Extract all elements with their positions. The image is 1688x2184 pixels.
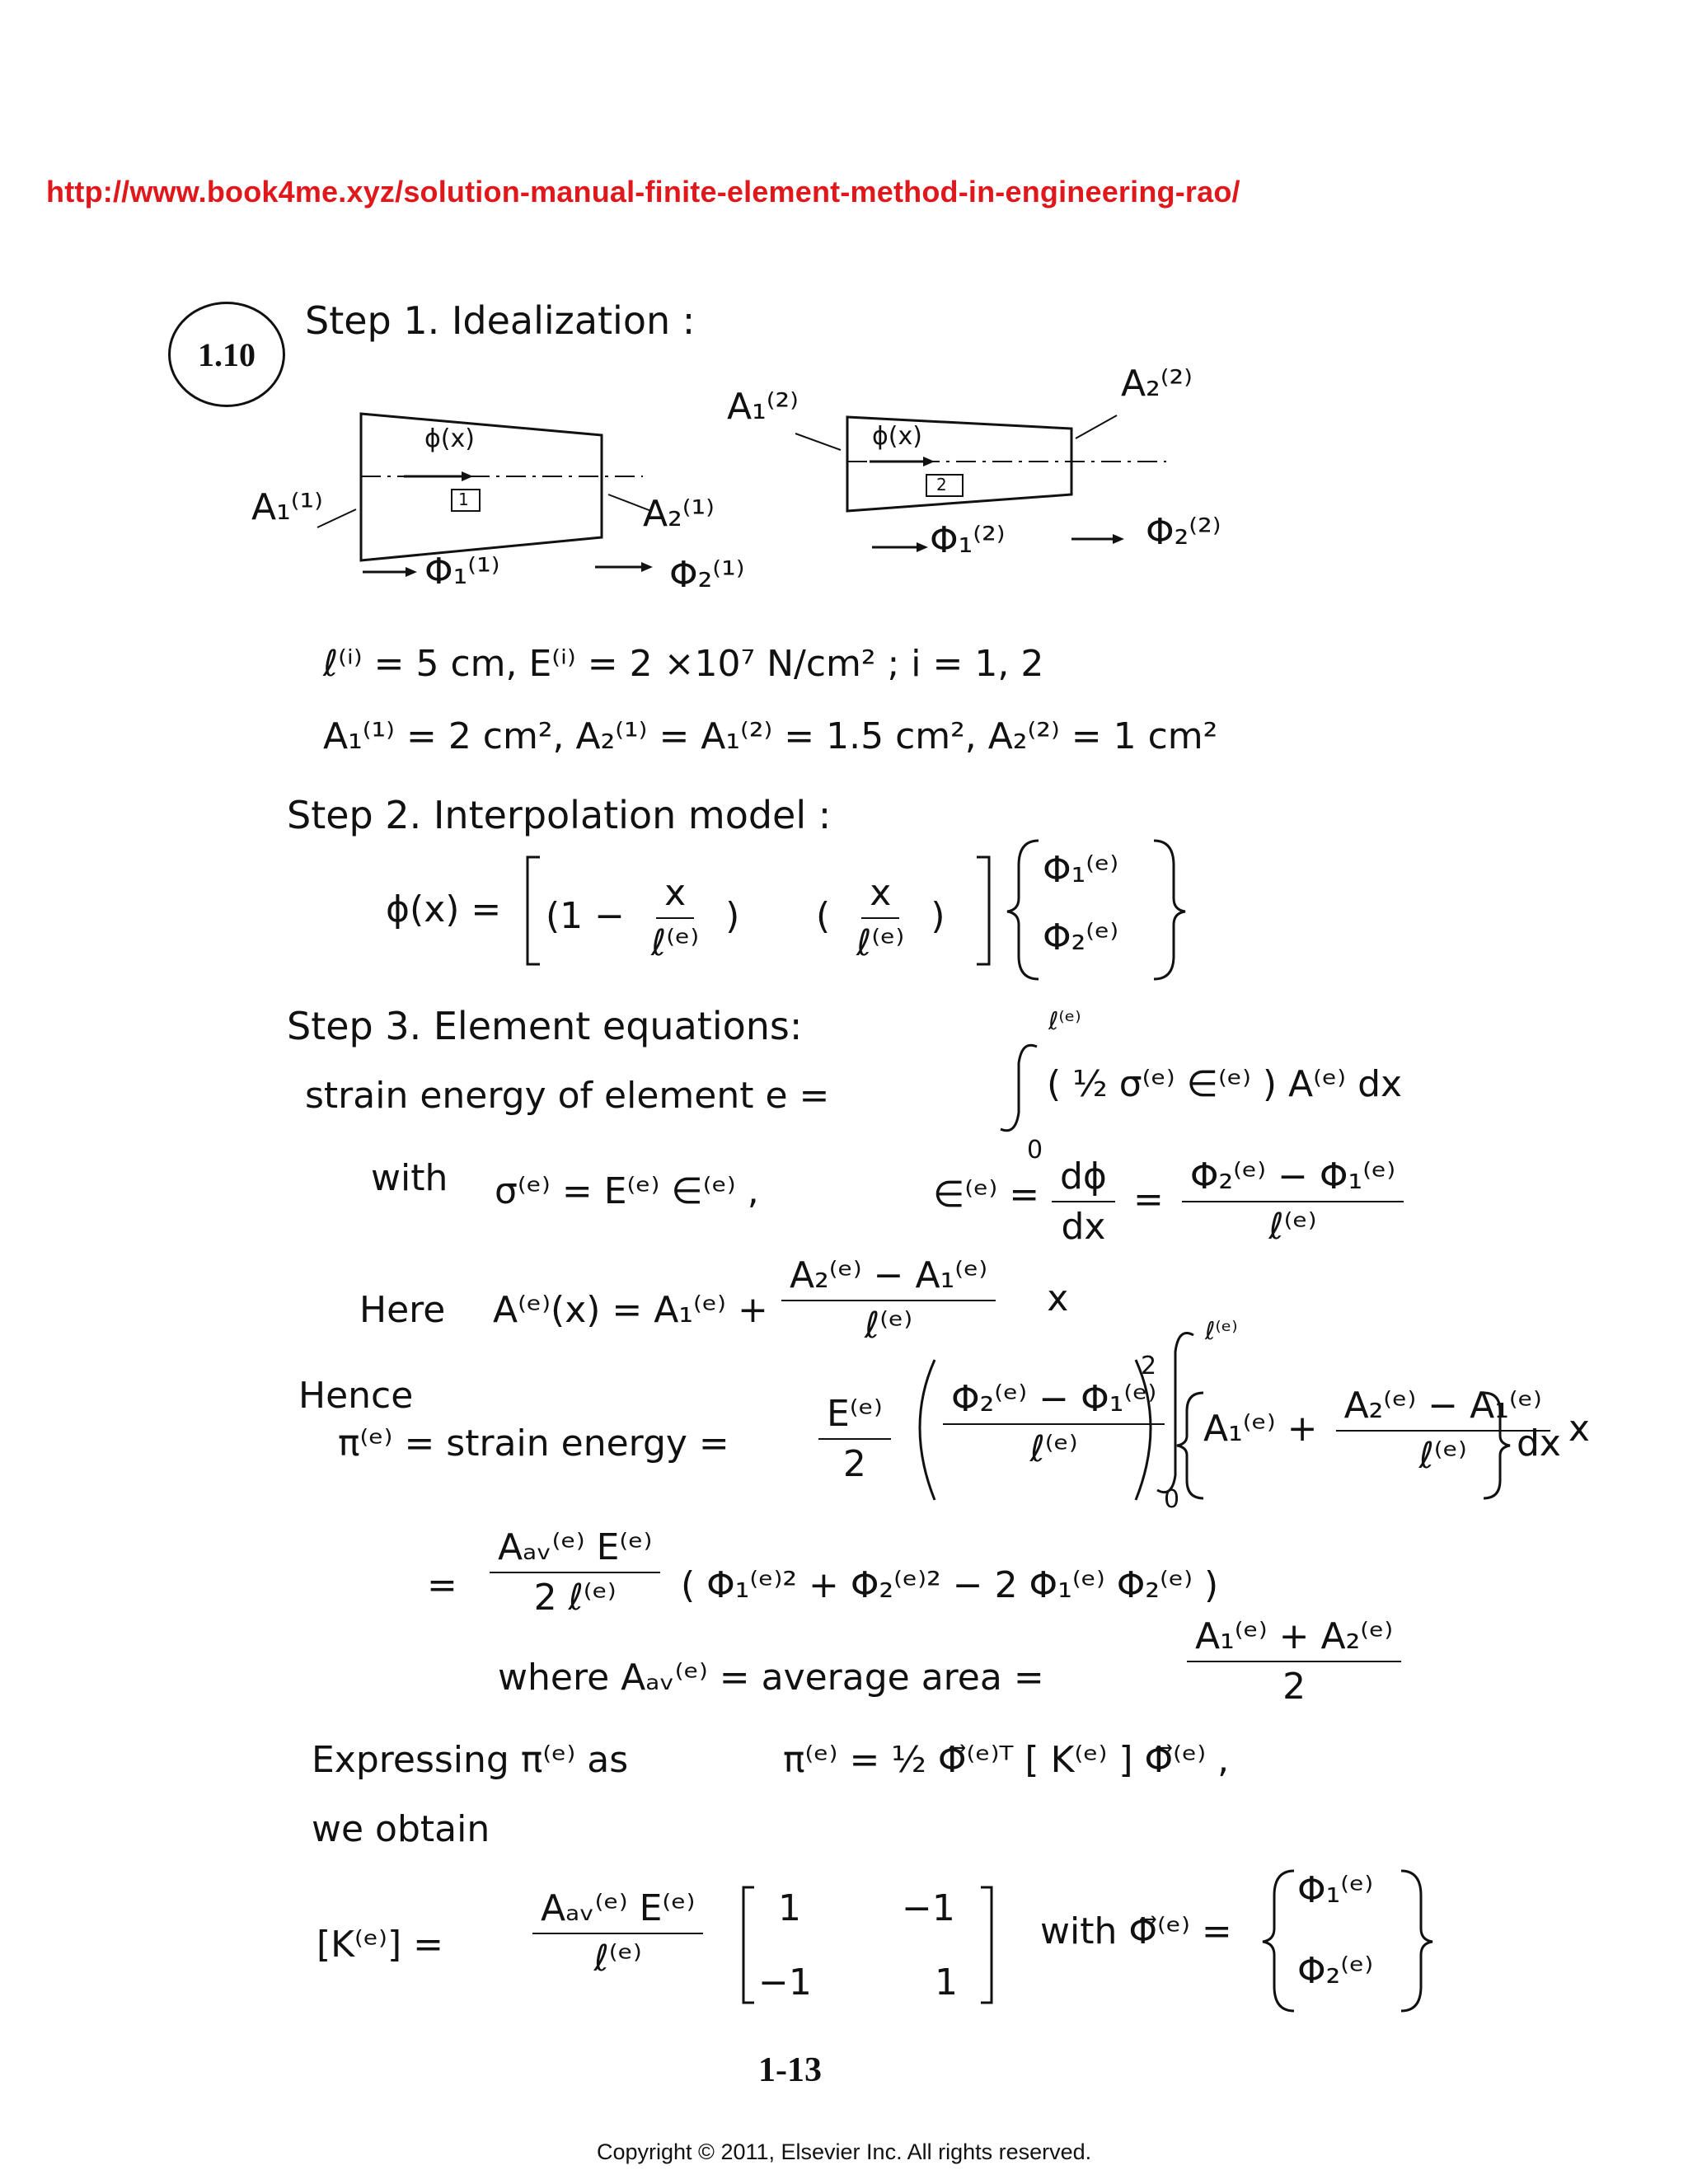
element1-a2: A₂⁽¹⁾ [643,493,715,535]
step2-n1-pre: (1 − [546,895,626,937]
eq2-fraction [490,1526,660,1619]
strain-integral-sign [1001,1045,1037,1131]
dphi-den: dx [1061,1206,1106,1248]
pi-f-num: Φ₂⁽ᵉ⁾ − Φ₁⁽ᵉ⁾ [943,1378,1165,1425]
pi-e-fraction [818,1393,891,1485]
element1-f1: Φ₁⁽¹⁾ [424,551,500,593]
step2-left-bracket [528,857,540,964]
k-den: ℓ⁽ᵉ⁾ [593,1938,642,1980]
eq2-num: Aₐᵥ⁽ᵉ⁾ E⁽ᵉ⁾ [490,1526,660,1573]
step1-title: Step 1. Idealization : [305,298,696,343]
where-num: A₁⁽ᵉ⁾ + A₂⁽ᵉ⁾ [1187,1615,1401,1662]
step2-n1-den: ℓ⁽ᵉ⁾ [651,922,700,964]
area-den: ℓ⁽ᵉ⁾ [865,1305,913,1347]
step2-vec2: Φ₂⁽ᵉ⁾ [1043,916,1119,958]
sigma-equation: σ⁽ᵉ⁾ = E⁽ᵉ⁾ ∈⁽ᵉ⁾ , [495,1170,759,1212]
step2-n1-num: x [656,872,694,919]
expressing-equation: π⁽ᵉ⁾ = ½ Φ⃗⁽ᵉ⁾ᵀ [ K⁽ᵉ⁾ ] Φ⃗⁽ᵉ⁾ , [783,1739,1230,1781]
strain-fraction [1182,1155,1404,1248]
expressing-line: Expressing π⁽ᵉ⁾ as [312,1739,629,1781]
area-fraction [781,1254,996,1347]
step2-shape-n1 [546,872,739,964]
strain-den: ℓ⁽ᵉ⁾ [1268,1206,1317,1248]
element2-f1: Φ₁⁽²⁾ [930,519,1006,561]
eq2-frac-wrap [483,1526,667,1619]
dphi-fraction [1052,1155,1115,1248]
step2-vec1: Φ₁⁽ᵉ⁾ [1043,849,1119,891]
element2-a1: A₁⁽²⁾ [727,386,799,428]
source-url[interactable]: http://www.book4me.xyz/solution-manual-finite-element-method-in-engineering-rao/ [46,175,1240,209]
area-num: A₂⁽ᵉ⁾ − A₁⁽ᵉ⁾ [781,1254,996,1301]
pi-inner-num: A₂⁽ᵉ⁾ − A₁⁽ᵉ⁾ [1336,1385,1550,1432]
pi-f-fraction [943,1378,1165,1470]
k-fraction [532,1887,703,1980]
pi-left-paren [920,1360,935,1500]
k-matrix-right-bracket [981,1887,992,2003]
step2-n1-post: ) [725,895,740,937]
step1-given-line1: ℓ⁽ⁱ⁾ = 5 cm, E⁽ⁱ⁾ = 2 ×10⁷ N/cm² ; i = 1, 2 [323,643,1044,685]
element1-f2: Φ₂⁽¹⁾ [669,554,745,596]
pi-left-brace [1177,1393,1203,1498]
where-fraction [1187,1615,1401,1708]
step2-n2-close: ) [931,895,945,937]
k-matrix-12: −1 [902,1887,955,1929]
k-with: with Φ⃗⁽ᵉ⁾ = [1040,1910,1232,1952]
eq2-paren: ( Φ₁⁽ᵉ⁾² + Φ₂⁽ᵉ⁾² − 2 Φ₁⁽ᵉ⁾ Φ₂⁽ᵉ⁾ ) [681,1564,1219,1606]
step2-shape-n2 [816,872,945,964]
problem-number: 1.10 [198,335,256,373]
page-number: 1-13 [758,2051,822,2089]
where-frac-wrap [1180,1615,1408,1708]
here-label: Here [359,1289,446,1331]
copyright: Copyright © 2011, Elsevier Inc. All rights reserved. [597,2139,1092,2164]
step2-phi-lhs: ϕ(x) = [386,888,502,930]
step2-left-brace [1007,841,1039,979]
step2-right-brace [1154,841,1185,979]
element2-label: 2 [936,475,947,494]
dphi-frac [1045,1155,1410,1248]
pi-square: 2 [1141,1352,1157,1380]
strain-int-upper: ℓ⁽ᵉ⁾ [1048,1007,1081,1036]
step3-title: Step 3. Element equations: [287,1004,803,1048]
k-vector-left-brace [1263,1871,1294,2011]
element2-phi-label: ϕ(x) [872,422,922,451]
where-den: 2 [1282,1666,1306,1708]
step2-title: Step 2. Interpolation model : [287,793,832,837]
element1-phi: ϕ(x) [424,424,475,453]
strain-int-lower: 0 [1027,1136,1043,1165]
step2-n1-frac [643,872,707,964]
step2-n2-open: ( [816,895,831,937]
k-num: Aₐᵥ⁽ᵉ⁾ E⁽ᵉ⁾ [532,1887,703,1934]
pi-f-frac-wrap [936,1378,1171,1470]
k-lhs: [K⁽ᵉ⁾] = [316,1924,443,1966]
step2-n2-frac [848,872,912,964]
pi-dx: dx [1517,1422,1561,1465]
element1-outline [361,414,602,560]
element1-label: 1 [458,490,469,509]
where-lhs: where Aₐᵥ⁽ᵉ⁾ = average area = [498,1657,1044,1699]
area-lhs: A⁽ᵉ⁾(x) = A₁⁽ᵉ⁾ + [493,1289,768,1331]
strain-integrand: ( ½ σ⁽ᵉ⁾ ∈⁽ᵉ⁾ ) A⁽ᵉ⁾ dx [1047,1063,1403,1105]
pi-int-upper: ℓ⁽ᵉ⁾ [1205,1317,1238,1346]
pi-e-num: E⁽ᵉ⁾ [818,1393,891,1440]
step2-n2-num: x [861,872,899,919]
element2-a2-pointer [1076,415,1117,438]
k-vec1: Φ₁⁽ᵉ⁾ [1297,1869,1374,1911]
pi-inner-den: ℓ⁽ᵉ⁾ [1418,1435,1467,1477]
hence-label: Hence [298,1375,414,1417]
k-matrix-left-bracket [743,1887,754,2003]
with-label: with [371,1157,448,1199]
strain-lhs: ∈⁽ᵉ⁾ = [933,1174,1040,1216]
eq2-den: 2 ℓ⁽ᵉ⁾ [533,1577,617,1619]
pi-e-den: 2 [842,1443,866,1485]
step2-n2-den: ℓ⁽ᵉ⁾ [856,922,905,964]
strain-energy-label: strain energy of element e = [305,1075,830,1117]
pi-inner-a: A₁⁽ᵉ⁾ + [1203,1408,1318,1450]
pi-f-den: ℓ⁽ᵉ⁾ [1029,1428,1078,1470]
we-obtain: we obtain [312,1808,490,1850]
area-fraction-wrap [775,1254,1068,1347]
pi-lhs: π⁽ᵉ⁾ = strain energy = [338,1422,729,1465]
pi-int-lower: 0 [1164,1485,1180,1514]
area-x: x [1047,1277,1069,1319]
pi-inner-x: x [1568,1408,1590,1450]
element2-f2: Φ₂⁽²⁾ [1146,511,1221,553]
k-matrix-21: −1 [758,1961,812,2004]
dphi-equals: = [1132,1179,1164,1221]
step2-right-bracket [977,857,989,964]
element1-a1-pointer [317,509,356,527]
eq2-sign: = [427,1564,457,1606]
k-frac-wrap [526,1887,710,1980]
k-vec2: Φ₂⁽ᵉ⁾ [1297,1950,1374,1992]
step1-given-line2: A₁⁽¹⁾ = 2 cm², A₂⁽¹⁾ = A₁⁽²⁾ = 1.5 cm², A₂⁽²⁾ = 1 cm² [323,715,1218,757]
element2-a2: A₂⁽²⁾ [1121,363,1193,405]
pi-e-frac-wrap [812,1393,898,1485]
k-vector-right-brace [1401,1871,1432,2011]
k-matrix-11: 1 [778,1887,801,1929]
k-matrix-22: 1 [935,1961,958,2004]
strain-num: Φ₂⁽ᵉ⁾ − Φ₁⁽ᵉ⁾ [1182,1155,1404,1202]
element2-a1-pointer [795,434,841,450]
element1-a1: A₁⁽¹⁾ [251,486,323,528]
dphi-num: dϕ [1052,1155,1115,1202]
